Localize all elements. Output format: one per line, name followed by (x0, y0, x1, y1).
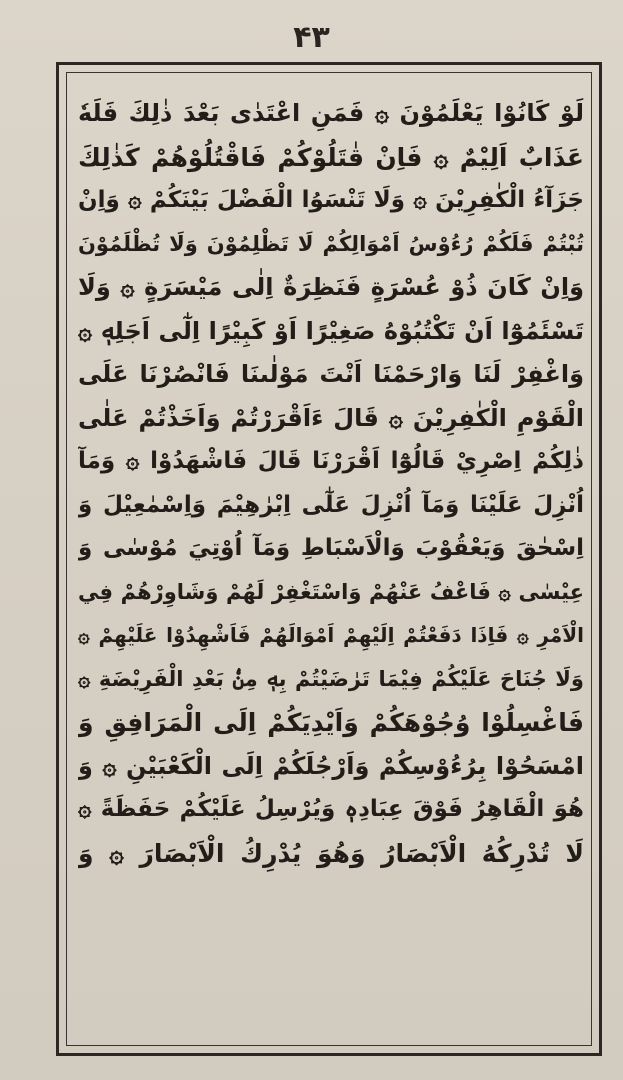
text-line: الْقَوْمِ الْكٰفِرِيْنَ ۞ قَالَ ءَاَقْرَرْتُمْ وَاَخَذْتُمْ عَلٰى (78, 403, 584, 432)
text-line: اِسْحٰقَ وَيَعْقُوْبَ وَالْاَسْبَاطِ وَمَآ اُوْتِيَ مُوْسٰى وَ (78, 535, 584, 561)
text-line: وَاِنْ كَانَ ذُوْ عُسْرَةٍ فَنَظِرَةٌ اِلٰى مَيْسَرَةٍ ۞ وَلَا (78, 273, 584, 301)
text-line: امْسَحُوْا بِرُءُوْسِكُمْ وَاَرْجُلَكُمْ اِلَى الْكَعْبَيْنِ ۞ وَ (78, 751, 584, 780)
text-line: وَلَا جُنَاحَ عَلَيْكُمْ فِيْمَا تَرٰضَيْتُمْ بِهٖ مِنْۢ بَعْدِ الْفَرِيْضَةِ ۞ (78, 666, 584, 691)
text-line: لَوْ كَانُوْا يَعْلَمُوْنَ ۞ فَمَنِ اعْتَدٰى بَعْدَ ذٰلِكَ فَلَهٗ (78, 99, 584, 127)
page-number: ۴۳ (293, 20, 330, 55)
text-line: جَزَآءُ الْكٰفِرِيْنَ ۞ وَلَا تَنْسَوُا الْفَضْلَ بَيْنَكُمْ ۞ وَاِنْ (78, 187, 584, 213)
text-line: اُنْزِلَ عَلَيْنَا وَمَآ اُنْزِلَ عَلٰٓى اِبْرٰهِيْمَ وَاِسْمٰعِيْلَ وَ (78, 491, 584, 518)
text-line: فَاغْسِلُوْا وُجُوْهَكُمْ وَاَيْدِيَكُمْ اِلَى الْمَرَافِقِ وَ (78, 708, 584, 737)
text-line: تُبْتُمْ فَلَكُمْ رُءُوْسُ اَمْوَالِكُمْ لَا تَظْلِمُوْنَ وَلَا تُظْلَمُوْنَ (78, 231, 584, 256)
text-line: الْاَمْرِ ۞ فَاِذَا دَفَعْتُمْ اِلَيْهِمْ اَمْوَالَهُمْ فَاَشْهِدُوْا عَلَيْهِمْ ۞ (78, 623, 584, 647)
text-line: عِيْسٰى ۞ فَاعْفُ عَنْهُمْ وَاسْتَغْفِرْ لَهُمْ وَشَاوِرْهُمْ فِي (78, 579, 584, 604)
text-line: عَذَابٌ اَلِيْمٌ ۞ فَاِنْ قٰتَلُوْكُمْ فَاقْتُلُوْهُمْ كَذٰلِكَ (78, 142, 584, 172)
text-line: ذٰلِكُمْ اِصْرِيْ قَالُوْٓا اَقْرَرْنَا قَالَ فَاشْهَدُوْا ۞ وَمَآ (78, 448, 584, 474)
text-line: لَا تُدْرِكُهُ الْاَبْصَارُ وَهُوَ يُدْرِكُ الْاَبْصَارَ ۞ وَ (78, 838, 584, 868)
text-line: وَاغْفِرْ لَنَا وَارْحَمْنَا اَنْتَ مَوْلٰىنَا فَانْصُرْنَا عَلَى (78, 360, 584, 388)
text-line: تَسْئَمُوْٓا اَنْ تَكْتُبُوْهُ صَغِيْرًا اَوْ كَبِيْرًا اِلٰٓى اَجَلِهٖ ۞ (78, 316, 584, 345)
verse-text-block (78, 92, 584, 1032)
text-line: هُوَ الْقَاهِرُ فَوْقَ عِبَادِهٖ وَيُرْسِلُ عَلَيْكُمْ حَفَظَةً ۞ (78, 796, 584, 822)
